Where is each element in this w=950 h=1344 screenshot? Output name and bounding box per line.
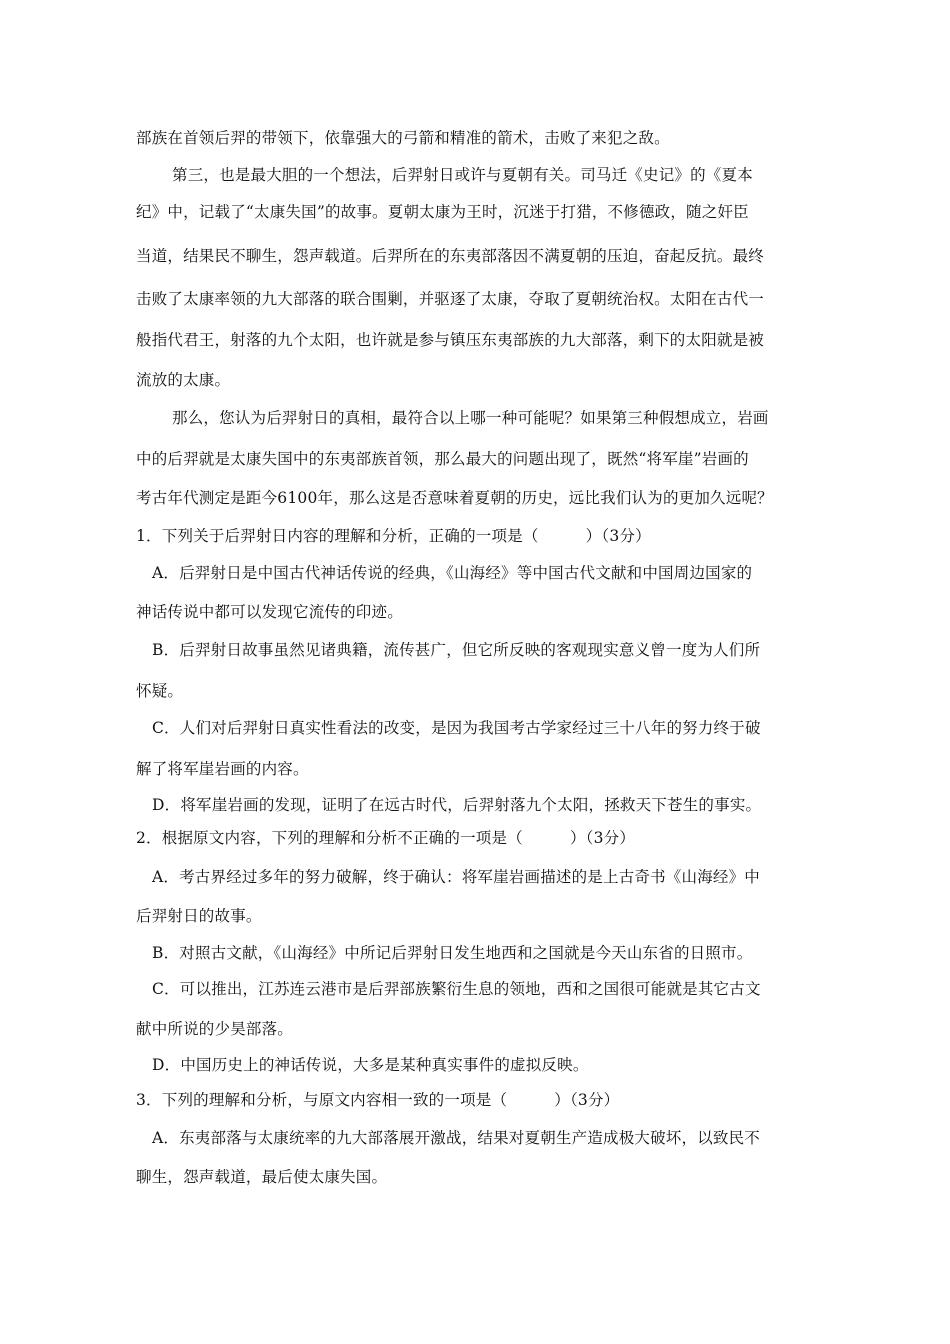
question-2-stem: 2．根据原文内容，下列的理解和分析不正确的一项是（ ）（3分） (136, 829, 636, 847)
passage-line: 流放的太康。 (136, 371, 231, 389)
question-2-option-d: D．中国历史上的神话传说，大多是某种真实事件的虚拟反映。 (152, 1056, 589, 1074)
question-2-option-c-cont: 献中所说的少昊部落。 (136, 1020, 294, 1038)
passage-line: 考古年代测定是距今6100年，那么这是否意味着夏朝的历史，远比我们认为的更加久远呢？ (136, 489, 773, 507)
passage-line: 纪》中，记载了“太康失国”的故事。夏朝太康为王时，沉迷于打猎，不修德政，随之奸臣 (136, 203, 749, 221)
passage-line: 中的后羿就是太康失国中的东夷部族首领，那么最大的问题出现了，既然“将军崖”岩画的 (136, 450, 749, 468)
question-3-option-a-cont: 聊生，怨声载道，最后使太康失国。 (136, 1168, 388, 1186)
question-3-option-a: A．东夷部落与太康统率的九大部落展开激战，结果对夏朝生产造成极大破坏，以致民不 (152, 1129, 760, 1147)
question-1-option-d: D．将军崖岩画的发现，证明了在远古时代，后羿射落九个太阳，拯救天下苍生的事实。 (152, 796, 762, 814)
question-1-option-b: B．后羿射日故事虽然见诸典籍，流传甚广，但它所反映的客观现实意义曾一度为人们所 (152, 641, 761, 659)
passage-line: 第三，也是最大胆的一个想法，后羿射日或许与夏朝有关。司马迁《史记》的《夏本 (172, 166, 753, 184)
passage-line: 那么，您认为后羿射日的真相，最符合以上哪一种可能呢？如果第三种假想成立，岩画 (172, 409, 769, 427)
question-2-option-a-cont: 后羿射日的故事。 (136, 907, 262, 925)
question-1-option-c: C．人们对后羿射日真实性看法的改变，是因为我国考古学家经过三十八年的努力终于破 (152, 719, 761, 737)
passage-line: 当道，结果民不聊生，怨声载道。后羿所在的东夷部落因不满夏朝的压迫，奋起反抗。最终 (136, 247, 765, 265)
question-1-option-b-cont: 怀疑。 (136, 682, 184, 700)
passage-line: 击败了太康率领的九大部落的联合围剿，并驱逐了太康，夺取了夏朝统治权。太阳在古代一 (136, 290, 765, 308)
question-2-option-b: B．对照古文献，《山海经》中所记后羿射日发生地西和之国就是今天山东省的日照市。 (152, 944, 753, 962)
question-2-option-c: C．可以推出，江苏连云港市是后羿部族繁衍生息的领地，西和之国很可能就是其它古文 (152, 980, 761, 998)
question-3-stem: 3．下列的理解和分析，与原文内容相一致的一项是（ ）（3分） (136, 1091, 620, 1109)
question-1-option-a: A．后羿射日是中国古代神话传说的经典，《山海经》等中国古代文献和中国周边国家的 (152, 564, 753, 582)
passage-line: 部族在首领后羿的带领下，依靠强大的弓箭和精准的箭术，击败了来犯之敌。 (136, 129, 670, 147)
question-1-option-a-cont: 神话传说中都可以发现它流传的印迹。 (136, 603, 403, 621)
passage-line: 般指代君王，射落的九个太阳，也许就是参与镇压东夷部族的九大部落，剩下的太阳就是被 (136, 331, 765, 349)
question-2-option-a: A．考古界经过多年的努力破解，终于确认：将军崖岩画描述的是上古奇书《山海经》中 (152, 868, 760, 886)
question-1-stem: 1．下列关于后羿射日内容的理解和分析，正确的一项是（ ）（3分） (136, 527, 651, 545)
question-1-option-c-cont: 解了将军崖岩画的内容。 (136, 760, 309, 778)
